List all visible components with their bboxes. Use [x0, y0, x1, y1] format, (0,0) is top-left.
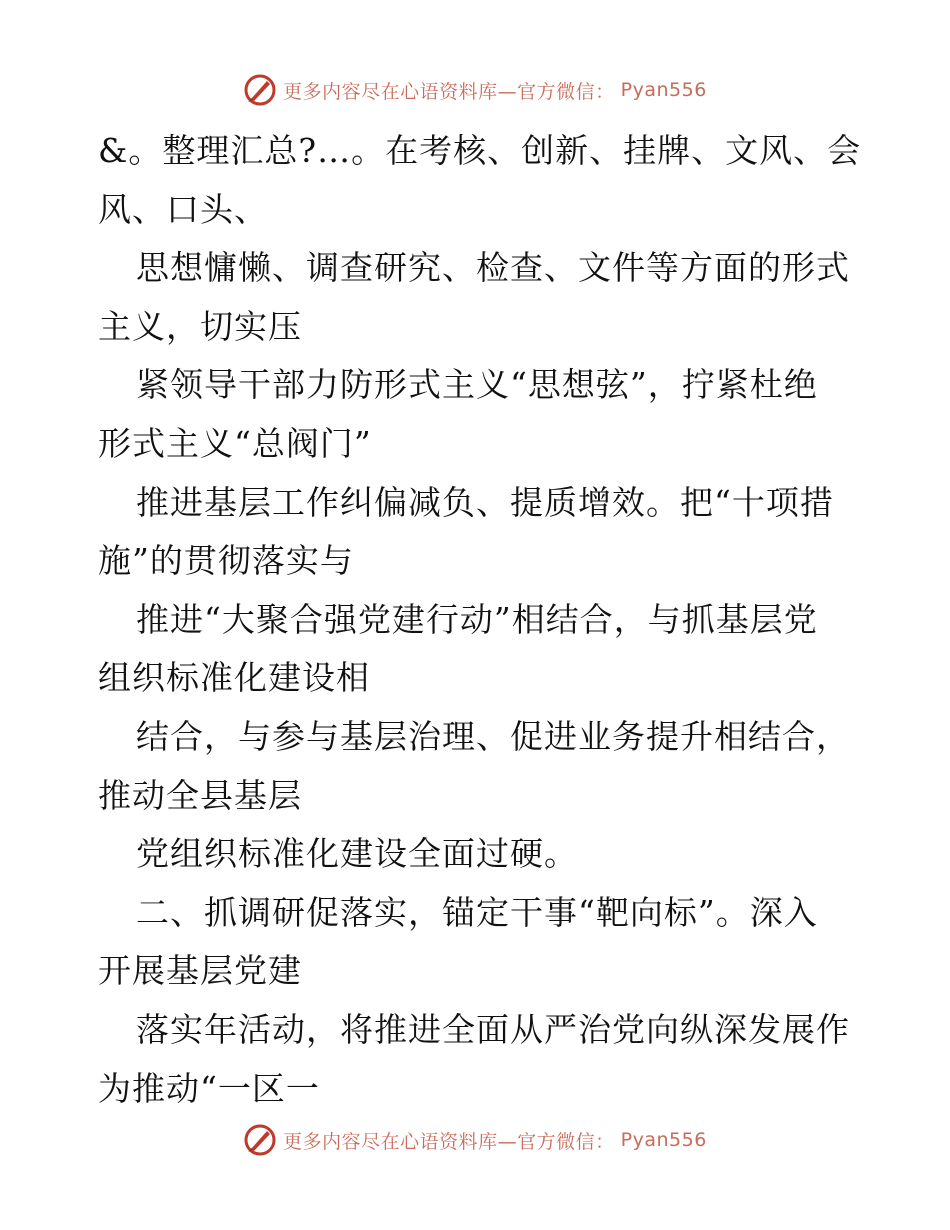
body-text-line: 落实年活动，将推进全面从严治党向纵深发展作: [136, 1009, 850, 1049]
body-text-line: 紧领导干部力防形式主义“思想弦”，拧紧杜绝: [136, 365, 818, 405]
body-text-line: 推进“大聚合强党建行动”相结合，与抓基层党: [136, 599, 818, 639]
body-text-line: 推进基层工作纠偏减负、提质增效。把“十项措: [136, 482, 834, 522]
watermark-id: Pyan556: [620, 1129, 707, 1151]
body-text-line: 形式主义“总阀门”: [98, 423, 372, 463]
watermark-text: 更多内容尽在心语资料库—官方微信：: [283, 80, 615, 103]
watermark-id: Pyan556: [620, 79, 707, 101]
body-text-line: 主义，切实压: [98, 306, 302, 346]
watermark-text: 更多内容尽在心语资料库—官方微信：: [283, 1130, 615, 1153]
body-text-line: 风、口头、: [98, 189, 268, 229]
document-body: [98, 122, 862, 1118]
body-text-line: 为推动“一区一: [98, 1068, 320, 1108]
body-text-line: 施”的贯彻落实与: [98, 541, 354, 581]
pen-circle-logo-icon: [243, 73, 277, 107]
body-text-line: 组织标准化建设相: [98, 658, 370, 698]
body-text-line: 党组织标准化建设全面过硬。: [136, 834, 578, 874]
body-text-line: 二、抓调研促落实，锚定干事“靶向标”。深入: [136, 892, 818, 932]
body-text-line: &。整理汇总?…。在考核、创新、挂牌、文风、会: [98, 131, 862, 170]
body-text-line: 思想慵懒、调查研究、检查、文件等方面的形式: [136, 248, 850, 288]
footer-watermark: [0, 1120, 950, 1160]
body-text-line: 推动全县基层: [98, 775, 302, 815]
body-text-line: 开展基层党建: [98, 951, 302, 991]
header-watermark: [0, 70, 950, 110]
body-text-line: 结合，与参与基层治理、促进业务提升相结合，: [136, 716, 850, 756]
pen-circle-logo-icon: [243, 1123, 277, 1157]
